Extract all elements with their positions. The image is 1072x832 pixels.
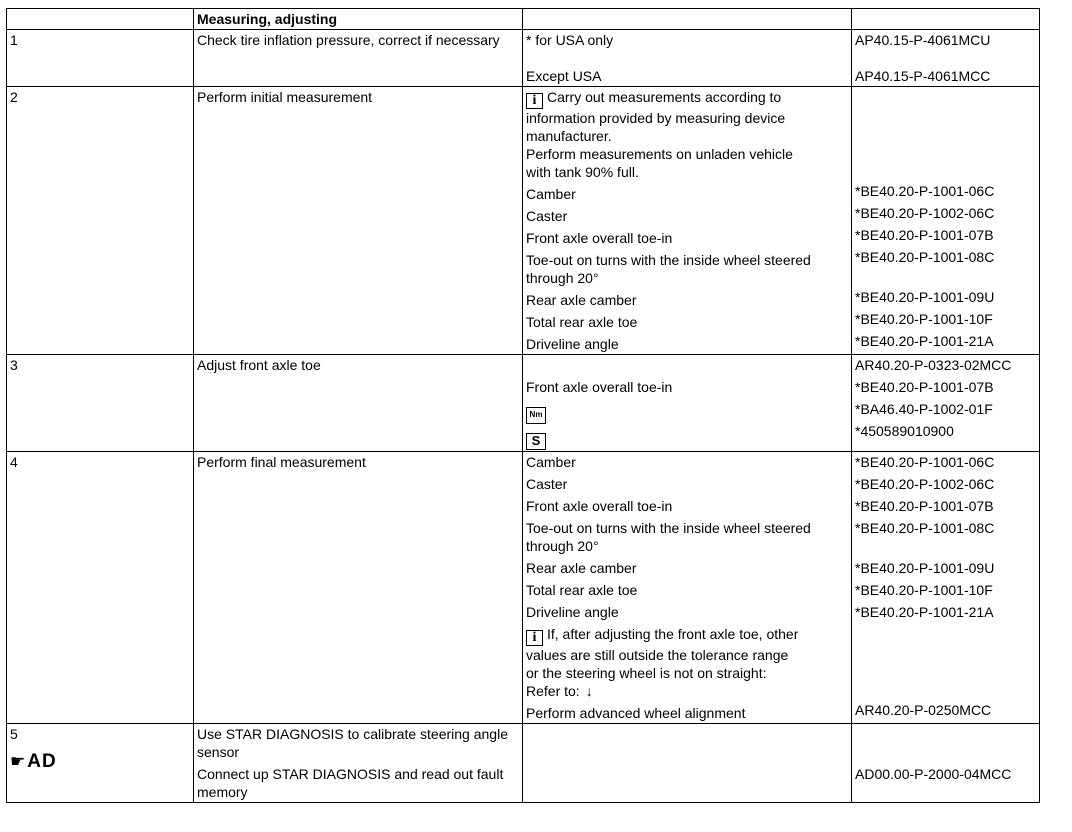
ref-link[interactable]: *BE40.20-P-1001-21A: [855, 333, 994, 349]
step-number: 1: [7, 30, 194, 87]
info-note-line: Perform measurements on unladen vehicle: [526, 146, 793, 162]
ref-link[interactable]: *BE40.20-P-1001-07B: [855, 498, 994, 514]
ref-link[interactable]: *BE40.20-P-1001-09U: [855, 560, 995, 576]
measure-item: Caster: [526, 208, 568, 224]
step-refs: [852, 30, 1040, 87]
ref-link[interactable]: AP40.15-P-4061MCC: [855, 68, 991, 84]
step-action: [194, 724, 523, 803]
info-note-line: or the steering wheel is not on straight:: [526, 665, 767, 681]
header-cell-refs: [852, 9, 1040, 30]
table-row: [7, 355, 1040, 452]
step-notes: [523, 452, 852, 724]
table-title: Measuring, adjusting: [194, 9, 523, 30]
special-tool-icon: S: [526, 433, 546, 450]
info-note-line: values are still outside the tolerance range: [526, 647, 789, 663]
info-note-line: i If, after adjusting the front axle toe, other: [526, 625, 848, 646]
step-action: Perform initial measurement: [194, 87, 523, 355]
measure-item: Total rear axle toe: [526, 314, 638, 330]
tool-line: [526, 428, 848, 450]
ref-link[interactable]: *BE40.20-P-1001-10F: [855, 311, 993, 327]
ref-link[interactable]: AP40.15-P-4061MCU: [855, 32, 991, 48]
measure-item: Front axle overall toe-in: [526, 379, 673, 395]
table-row: [7, 724, 1040, 803]
ref-blank: [855, 625, 1036, 697]
torque-icon: Nm: [526, 407, 546, 424]
measure-item: Toe-out on turns with the inside wheel steered through 20°: [526, 252, 811, 286]
step-refs: [852, 452, 1040, 724]
pointing-hand-icon: ☛: [10, 752, 27, 771]
ref-link[interactable]: AR40.20-P-0323-02MCC: [855, 357, 1012, 373]
measure-item: Driveline angle: [526, 604, 619, 620]
step-action: Check tire inflation pressure, correct if necessary: [194, 30, 523, 87]
ref-link[interactable]: *BE40.20-P-1001-08C: [855, 249, 995, 265]
info-icon: i: [526, 630, 543, 646]
ref-link[interactable]: *BE40.20-P-1001-09U: [855, 289, 995, 305]
step-notes: [523, 30, 852, 87]
step-number: 2: [7, 87, 194, 355]
note-blank: [526, 49, 848, 67]
ref-link[interactable]: *BA46.40-P-1002-01F: [855, 401, 993, 417]
measure-item: Front axle overall toe-in: [526, 230, 673, 246]
measure-item: Camber: [526, 186, 576, 202]
ref-blank: [855, 725, 1036, 761]
ref-link[interactable]: *BE40.20-P-1001-07B: [855, 379, 994, 395]
ref-link[interactable]: *BE40.20-P-1001-07B: [855, 227, 994, 243]
table-row: [7, 87, 1040, 355]
step-action-text: Use STAR DIAGNOSIS to calibrate steering angle sensor: [197, 726, 508, 760]
info-note-line: information provided by measuring device: [526, 110, 786, 126]
ref-link[interactable]: *BE40.20-P-1001-21A: [855, 604, 994, 620]
step-refs: [852, 724, 1040, 803]
table-row: [7, 452, 1040, 724]
step-notes: [523, 355, 852, 452]
note-usa: * for USA only: [526, 32, 614, 48]
ref-link[interactable]: *BE40.20-P-1001-10F: [855, 582, 993, 598]
ref-link[interactable]: *BE40.20-P-1002-06C: [855, 476, 995, 492]
arrow-down-icon: ↓: [585, 683, 593, 699]
ref-link[interactable]: *BE40.20-P-1001-08C: [855, 520, 995, 536]
step-refs: [852, 355, 1040, 452]
measure-item: Front axle overall toe-in: [526, 498, 673, 514]
measure-item: Rear axle camber: [526, 292, 637, 308]
info-note-line: with tank 90% full.: [526, 164, 639, 180]
step-refs: [852, 87, 1040, 355]
info-icon: i: [526, 93, 543, 109]
advanced-alignment-label: Perform advanced wheel alignment: [526, 705, 746, 721]
ref-link[interactable]: *BE40.20-P-1001-06C: [855, 183, 995, 199]
procedure-table: [6, 8, 1040, 803]
refer-to-line: Refer to: ↓: [526, 683, 593, 699]
ad-badge: [10, 753, 57, 771]
info-note-line: manufacturer.: [526, 128, 612, 144]
table-row: [7, 30, 1040, 87]
step-action: Perform final measurement: [194, 452, 523, 724]
ref-link[interactable]: *450589010900: [855, 423, 954, 439]
measure-item: Caster: [526, 476, 568, 492]
ref-link[interactable]: *BE40.20-P-1002-06C: [855, 205, 995, 221]
measure-item: Camber: [526, 454, 576, 470]
step-action-text: Connect up STAR DIAGNOSIS and read out fault memory: [197, 766, 504, 800]
torque-line: [526, 400, 848, 424]
ad-label: AD: [27, 751, 57, 772]
step-notes: [523, 724, 852, 803]
ref-link[interactable]: AR40.20-P-0250MCC: [855, 702, 992, 718]
step-number: 3: [7, 355, 194, 452]
measure-item: Driveline angle: [526, 336, 619, 352]
step-notes: [523, 87, 852, 355]
step-number: 5 ☛AD: [7, 724, 194, 803]
step-action: Adjust front axle toe: [194, 355, 523, 452]
measure-item: Total rear axle toe: [526, 582, 638, 598]
measure-item: Rear axle camber: [526, 560, 637, 576]
header-cell-notes: [523, 9, 852, 30]
ref-blank: [855, 88, 1036, 178]
note-except-usa: Except USA: [526, 68, 602, 84]
ref-link[interactable]: *BE40.20-P-1001-06C: [855, 454, 995, 470]
info-note-line: i Carry out measurements according to: [526, 88, 848, 109]
measure-item: Toe-out on turns with the inside wheel steered through 20°: [526, 520, 811, 554]
table-header-row: [7, 9, 1040, 30]
note-blank: [526, 356, 848, 374]
header-cell-num: [7, 9, 194, 30]
ref-blank: [855, 49, 1036, 67]
ref-link[interactable]: AD00.00-P-2000-04MCC: [855, 766, 1012, 782]
step-number: 4: [7, 452, 194, 724]
